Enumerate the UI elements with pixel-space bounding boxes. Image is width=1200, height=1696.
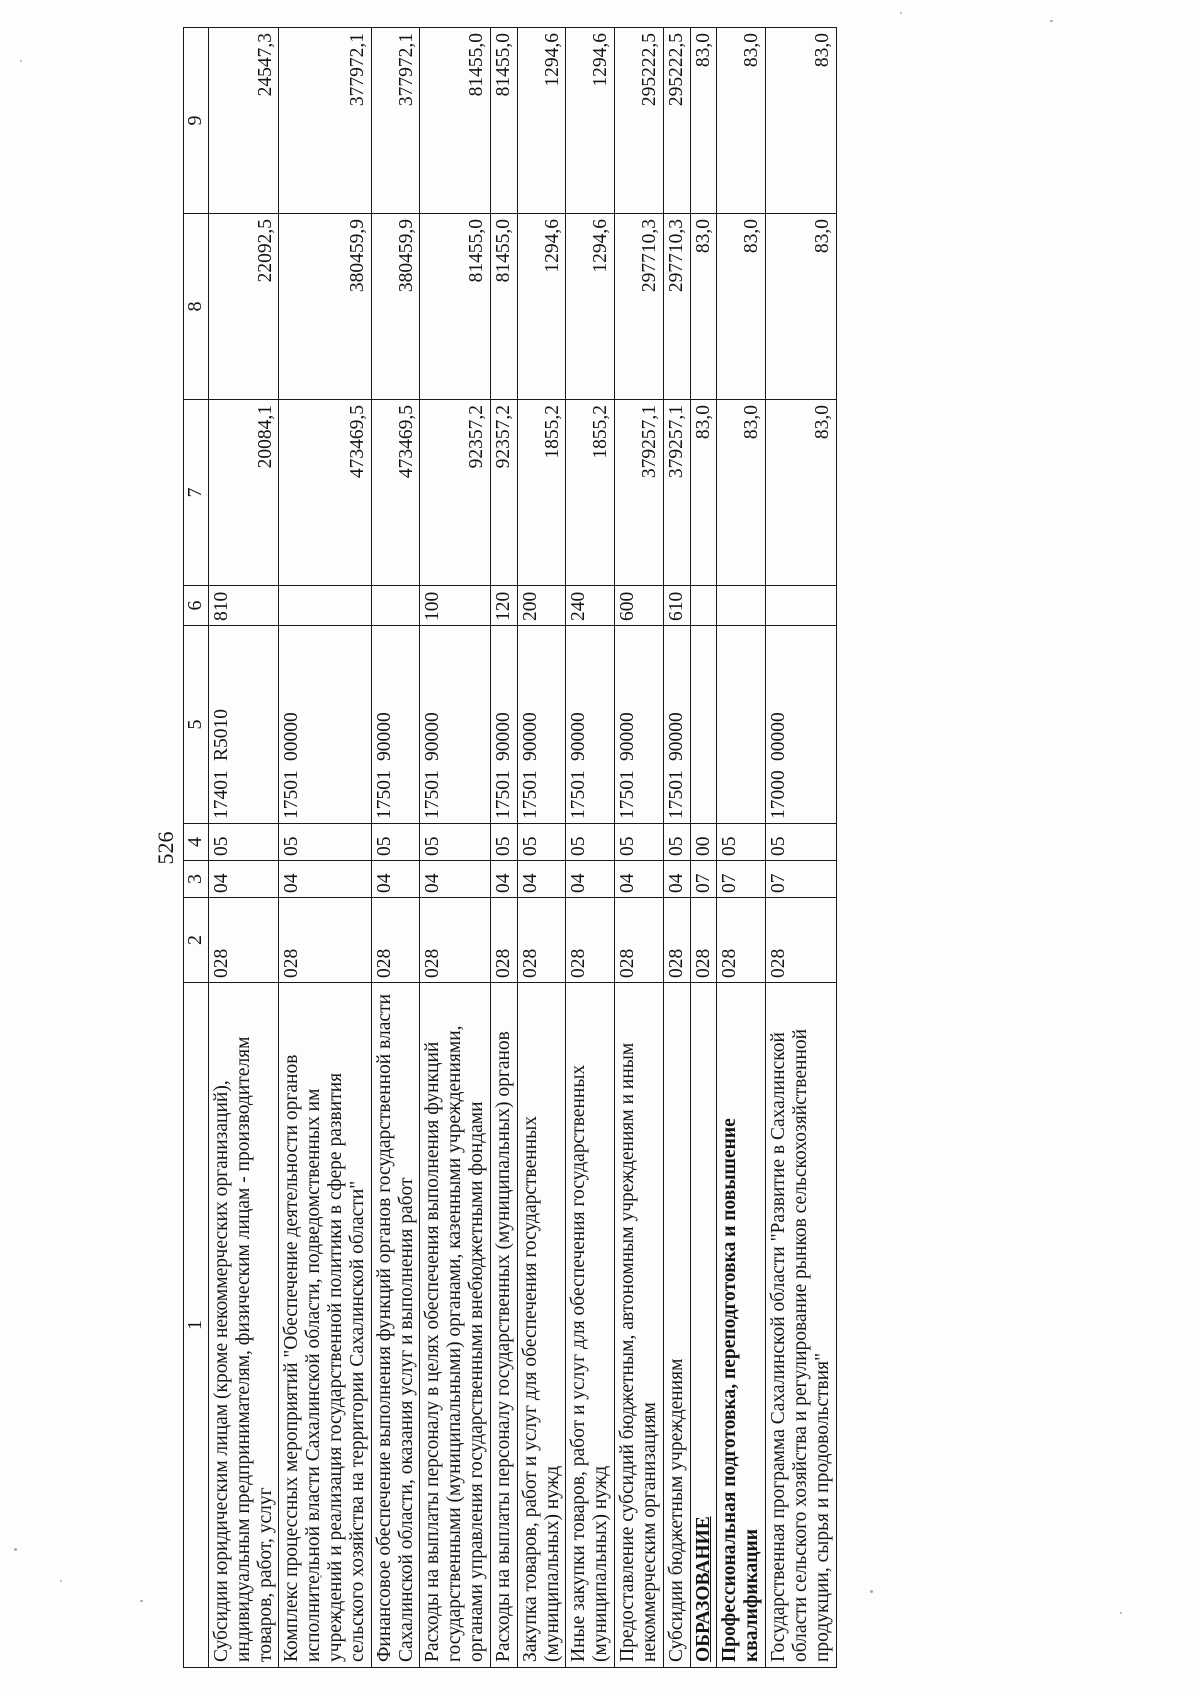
gr-code-cell: 028 [566,898,615,983]
gr-code-cell: 028 [209,898,279,983]
expense-name-cell: Закупка товаров, работ и услуг для обеспечения государственных (муниципальных) нужд [517,983,566,1668]
pr-code-cell: 05 [371,824,420,861]
csr-code [617,631,639,819]
scan-speck [14,1548,17,1551]
expense-name-cell: Государственная программа Сахалинской области "Развитие в Сахалинской области сельского хозяйства и регулирование рынков сельскохозяйственной продукции, сырья и продовольствия" [766,983,836,1668]
amount-col9-cell: 295222,5 [615,28,664,214]
csr-code-cell [420,626,490,824]
header-cell: 1 [184,983,209,1668]
expense-name-cell: Комплекс процессных мероприятий "Обеспечение деятельности органов исполнительной власти Сахалинской области, подведомственных им учреждений и реализация государственной политики в сфере развития сельского хозяйства на территории Сахалинской области" [279,983,371,1668]
table-row [517,28,566,1668]
vr-code-cell: 610 [663,586,690,626]
amount-col7-cell: 92357,2 [420,400,490,586]
amount-col8-cell: 380459,9 [371,214,420,400]
csr-part-1: 17501 [281,770,303,819]
vr-code-cell: 200 [517,586,566,626]
gr-code-cell: 028 [371,898,420,983]
vr-code-cell [766,586,836,626]
csr-code-cell [766,626,836,824]
amount-col8-cell: 83,0 [690,214,717,400]
gr-code-cell: 028 [490,898,517,983]
csr-part-2: 90000 [373,712,395,761]
amount-col7-cell: 379257,1 [615,400,664,586]
csr-part-1: 17501 [617,770,639,819]
pr-code-cell: 05 [663,824,690,861]
csr-part-2: R5010 [211,708,232,761]
csr-code [666,631,688,819]
pr-code-cell: 05 [615,824,664,861]
amount-col9-cell: 24547,3 [209,28,279,214]
table-row [615,28,664,1668]
csr-code-cell [690,626,717,824]
table-row [717,28,766,1668]
rz-code-cell: 04 [279,861,371,898]
table-row [209,28,279,1668]
pr-code-cell: 05 [717,824,766,861]
table-row [490,28,517,1668]
amount-col8-cell: 297710,3 [663,214,690,400]
pr-code-cell: 05 [279,824,371,861]
expense-name-cell: Профессиональная подготовка, переподготовка и повышение квалификации [717,983,766,1668]
pr-code-cell: 05 [566,824,615,861]
gr-code-cell: 028 [766,898,836,983]
header-cell: 8 [184,214,209,400]
vr-code-cell [690,586,717,626]
amount-col9-cell: 81455,0 [490,28,517,214]
csr-part-1: 17501 [568,770,590,819]
rz-code-cell: 04 [517,861,566,898]
page-number: 526 [153,831,178,865]
scan-speck [60,1580,62,1582]
amount-col9-cell: 295222,5 [663,28,690,214]
csr-code [374,631,396,819]
table-header-row [184,28,209,1668]
gr-code-cell: 028 [279,898,371,983]
header-cell: 7 [184,400,209,586]
amount-col7-cell: 473469,5 [279,400,371,586]
amount-col8-cell: 81455,0 [490,214,517,400]
csr-code [568,631,590,819]
scan-speck [140,1600,143,1602]
csr-part-1: 17501 [665,770,687,819]
vr-code-cell: 600 [615,586,664,626]
rotated-page-content [145,28,1055,1668]
amount-col9-cell: 377972,1 [279,28,371,214]
rz-code-cell: 04 [615,861,664,898]
csr-code-cell [566,626,615,824]
csr-part-2: 90000 [422,712,444,761]
table-row [371,28,420,1668]
amount-col8-cell: 1294,6 [517,214,566,400]
scan-speck [900,12,902,14]
csr-code-cell [371,626,420,824]
header-cell: 9 [184,28,209,214]
amount-col9-cell: 1294,6 [566,28,615,214]
vr-code-cell [279,586,371,626]
table-body [209,28,837,1668]
csr-code [281,631,303,819]
header-cell: 4 [184,824,209,861]
expense-name-cell: ОБРАЗОВАНИЕ [690,983,717,1668]
scan-speck [1120,1612,1122,1614]
csr-code [520,631,542,819]
vr-code-cell: 240 [566,586,615,626]
rz-code-cell: 07 [690,861,717,898]
vr-code-cell [717,586,766,626]
csr-code [493,631,515,819]
csr-code-cell [517,626,566,824]
csr-code-cell [717,626,766,824]
csr-part-1: 17501 [422,770,444,819]
amount-col7-cell: 1855,2 [566,400,615,586]
header-cell: 2 [184,898,209,983]
csr-code-cell [209,626,279,824]
rz-code-cell: 04 [663,861,690,898]
amount-col7-cell: 83,0 [766,400,836,586]
csr-part-1: 17401 [211,770,232,819]
gr-code-cell: 028 [663,898,690,983]
amount-col8-cell: 83,0 [766,214,836,400]
pr-code-cell: 05 [517,824,566,861]
pr-code-cell: 05 [766,824,836,861]
amount-col7-cell: 1855,2 [517,400,566,586]
table-row [420,28,490,1668]
header-cell: 5 [184,626,209,824]
csr-code [768,631,790,819]
csr-part-2: 90000 [665,712,687,761]
table-row [690,28,717,1668]
amount-col8-cell: 83,0 [717,214,766,400]
amount-col7-cell: 473469,5 [371,400,420,586]
gr-code-cell: 028 [420,898,490,983]
amount-col8-cell: 297710,3 [615,214,664,400]
expense-name-cell: Расходы на выплаты персоналу в целях обеспечения выполнения функций государственными (муниципальными) органами, казенными учреждениями, органами управления государственными внебюджетными фондами [420,983,490,1668]
csr-part-1: 17501 [373,770,395,819]
expense-name-cell: Предоставление субсидий бюджетным, автономным учреждениям и иным некоммерческим организациям [615,983,664,1668]
header-cell: 3 [184,861,209,898]
vr-code-cell [371,586,420,626]
csr-part-2: 90000 [492,712,514,761]
csr-code-cell [279,626,371,824]
pr-code-cell: 05 [420,824,490,861]
gr-code-cell: 028 [615,898,664,983]
amount-col7-cell: 379257,1 [663,400,690,586]
scan-speck [1050,20,1053,22]
csr-part-2: 00000 [281,712,303,761]
pr-code-cell: 00 [690,824,717,861]
vr-code-cell: 120 [490,586,517,626]
amount-col7-cell: 83,0 [690,400,717,586]
amount-col9-cell: 1294,6 [517,28,566,214]
amount-col8-cell: 22092,5 [209,214,279,400]
budget-table [183,27,837,1668]
expense-name-cell: Иные закупки товаров, работ и услуг для обеспечения государственных (муниципальных) нужд [566,983,615,1668]
table-row [663,28,690,1668]
vr-code-cell: 810 [209,586,279,626]
amount-col7-cell: 20084,1 [209,400,279,586]
csr-part-2: 00000 [768,712,790,761]
expense-name-cell: Финансовое обеспечение выполнения функций органов государственной власти Сахалинской области, оказания услуг и выполнения работ [371,983,420,1668]
gr-code-cell: 028 [517,898,566,983]
table-row [766,28,836,1668]
amount-col9-cell: 83,0 [717,28,766,214]
gr-code-cell: 028 [690,898,717,983]
expense-name-cell: Субсидии бюджетным учреждениям [663,983,690,1668]
amount-col8-cell: 81455,0 [420,214,490,400]
csr-part-2: 90000 [519,712,541,761]
rz-code-cell: 07 [717,861,766,898]
table-row [566,28,615,1668]
pr-code-cell: 05 [490,824,517,861]
header-cell: 6 [184,586,209,626]
csr-part-2: 90000 [617,712,639,761]
csr-part-1: 17501 [492,770,514,819]
amount-col9-cell: 83,0 [690,28,717,214]
rz-code-cell: 07 [766,861,836,898]
amount-col8-cell: 380459,9 [279,214,371,400]
csr-code [422,631,444,819]
expense-name-cell: Расходы на выплаты персоналу государственных (муниципальных) органов [490,983,517,1668]
csr-code-cell [615,626,664,824]
csr-code-cell [663,626,690,824]
scan-speck [20,60,22,62]
csr-code [211,631,233,819]
expense-name-cell: Субсидии юридическим лицам (кроме некоммерческих организаций), индивидуальным предпринимателям, физическим лицам - производителям товаров, работ, услуг [209,983,279,1668]
rz-code-cell: 04 [566,861,615,898]
table-row [279,28,371,1668]
rz-code-cell: 04 [420,861,490,898]
pr-code-cell: 05 [209,824,279,861]
amount-col7-cell: 92357,2 [490,400,517,586]
amount-col9-cell: 81455,0 [420,28,490,214]
amount-col7-cell: 83,0 [717,400,766,586]
csr-part-1: 17000 [768,770,790,819]
rz-code-cell: 04 [490,861,517,898]
vr-code-cell: 100 [420,586,490,626]
amount-col8-cell: 1294,6 [566,214,615,400]
amount-col9-cell: 83,0 [766,28,836,214]
csr-part-1: 17501 [519,770,541,819]
amount-col9-cell: 377972,1 [371,28,420,214]
rz-code-cell: 04 [371,861,420,898]
csr-code-cell [490,626,517,824]
rz-code-cell: 04 [209,861,279,898]
gr-code-cell: 028 [717,898,766,983]
csr-part-2: 90000 [568,712,590,761]
